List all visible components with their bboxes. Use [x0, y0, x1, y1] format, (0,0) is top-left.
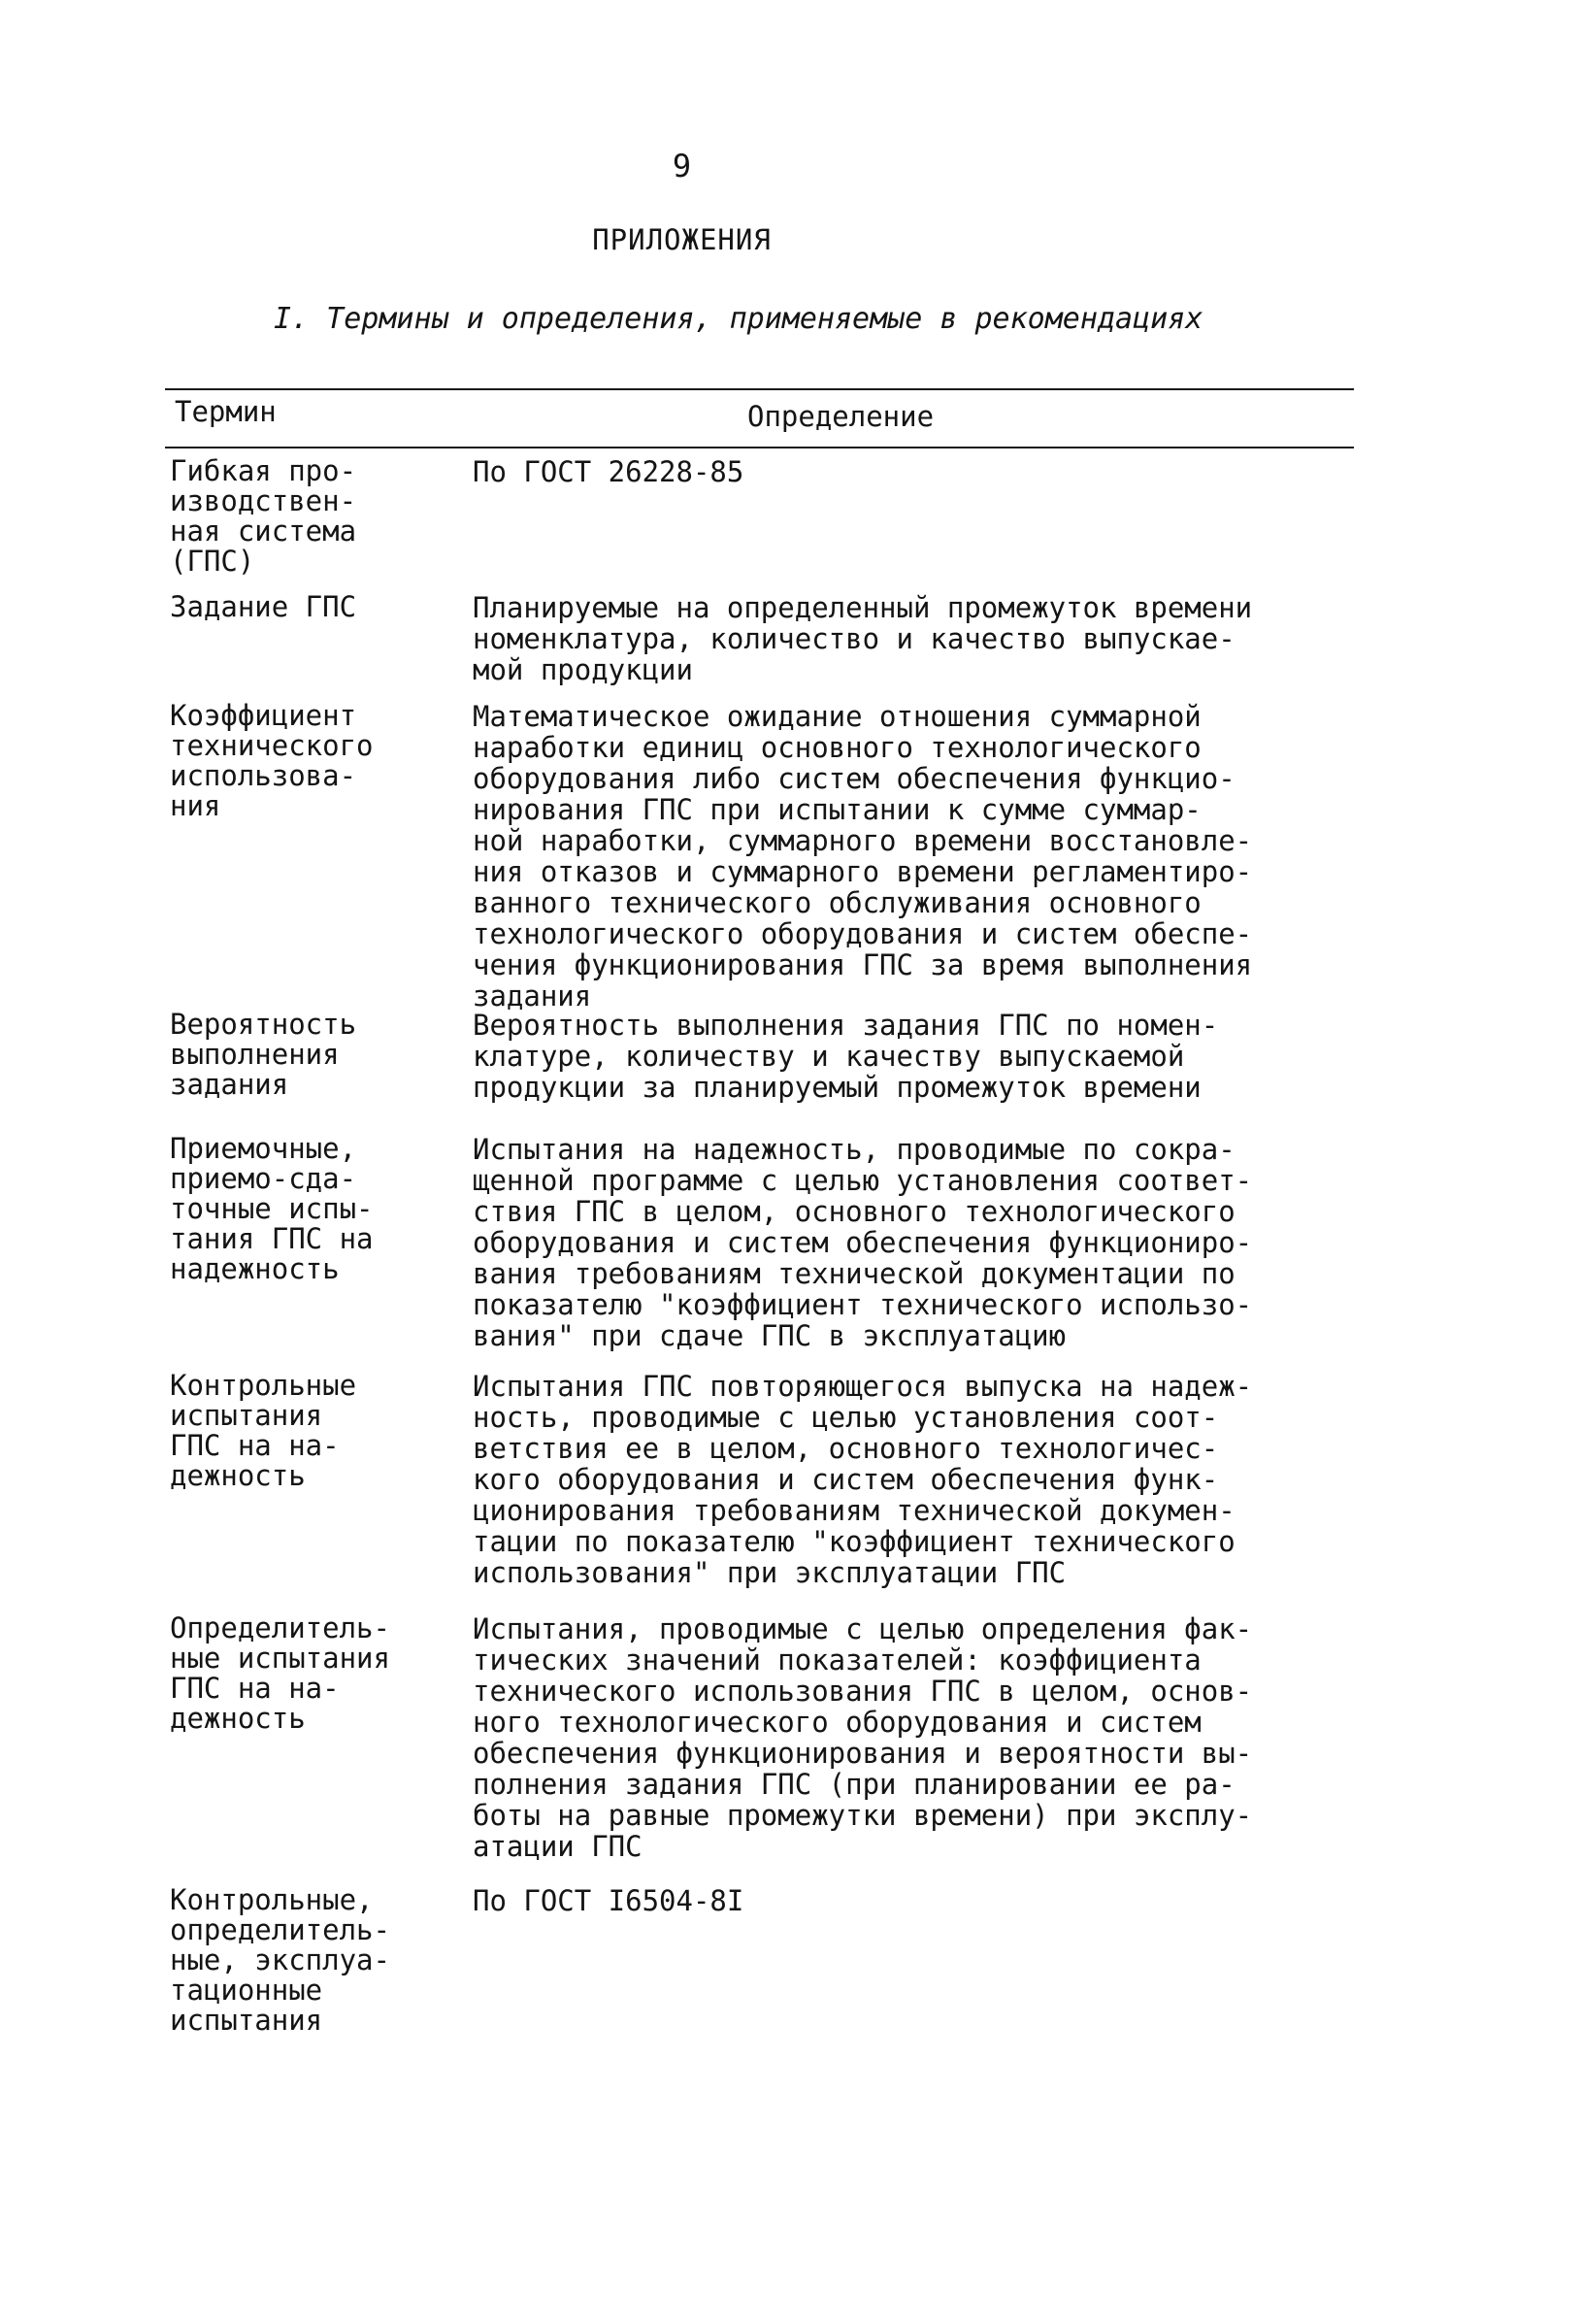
term-cell: Коэффициент технического использова- ния	[170, 699, 374, 822]
document-subtitle: I. Термины и определения, применяемые в рекомендациях	[274, 302, 1203, 336]
table-top-rule	[165, 388, 1354, 390]
definition-cell: Планируемые на определенный промежуток времени номенклатура, количество и качество выпускае- мой продукции	[473, 591, 1253, 686]
definition-cell: Испытания на надежность, проводимые по сокра- щенной программе с целью установления соответ- ствия ГПС в целом, основного технологического оборудования и систем обеспечения функциониро- вания требованиям технической документации по показателю "коэффициент технического использо- вания" при сдаче ГПС в эксплуатацию	[473, 1133, 1253, 1352]
definition-cell: Математическое ожидание отношения суммарной наработки единиц основного технологического оборудования либо систем обеспечения функцио- нирования ГПС при испытании к сумме суммар- ной наработки, суммарного времени восстановле- ния отказов и суммарного времени регламентиро- ванного технического обслуживания основного технологического оборудования и систем обеспе- чения функционирования ГПС за время выполнения задания	[473, 700, 1253, 1013]
term-cell: Приемочные, приемо-сда- точные испы- тания ГПС на надежность	[170, 1132, 374, 1285]
table-header-rule	[165, 447, 1354, 448]
term-cell: Определитель- ные испытания ГПС на на- дежность	[170, 1611, 390, 1735]
table-header-term: Термин	[175, 395, 277, 428]
definition-cell: Испытания, проводимые с целью определения фак- тических значений показателей: коэффициента технического использования ГПС в целом, основ- ного технологического оборудования и систем обеспечения функционирования и вероятности вы- полнения задания ГПС (при планировании ее ра- боты на равные промежутки времени) при эксплу- атации ГПС	[473, 1612, 1253, 1863]
term-cell: Контрольные испытания ГПС на на- дежность	[170, 1369, 357, 1492]
definition-cell: По ГОСТ I6504-8I	[473, 1884, 744, 1917]
definition-cell: Вероятность выполнения задания ГПС по номен- клатуре, количеству и качеству выпускаемой продукции за планируемый промежуток времени	[473, 1009, 1219, 1104]
table-header-definition: Определение	[747, 400, 935, 433]
term-cell: Задание ГПС	[170, 590, 357, 623]
term-cell: Вероятность выполнения задания	[170, 1008, 357, 1101]
document-heading: ПРИЛОЖЕНИЯ	[592, 223, 772, 256]
page-number: 9	[672, 148, 692, 184]
definition-cell: Испытания ГПС повторяющегося выпуска на надеж- ность, проводимые с целью установления соот- ветствия ее в целом, основного технологичес- кого оборудования и систем обеспечения функ- ционирования требованиям технической докумен- тации по показателю "коэффициент технического использования" при эксплуатации ГПС	[473, 1370, 1253, 1589]
term-cell: Контрольные, определитель- ные, эксплуа- тационные испытания	[170, 1883, 390, 2037]
term-cell: Гибкая про- изводствен- ная система (ГПС)	[170, 454, 357, 578]
definition-cell: По ГОСТ 26228-85	[473, 455, 744, 488]
